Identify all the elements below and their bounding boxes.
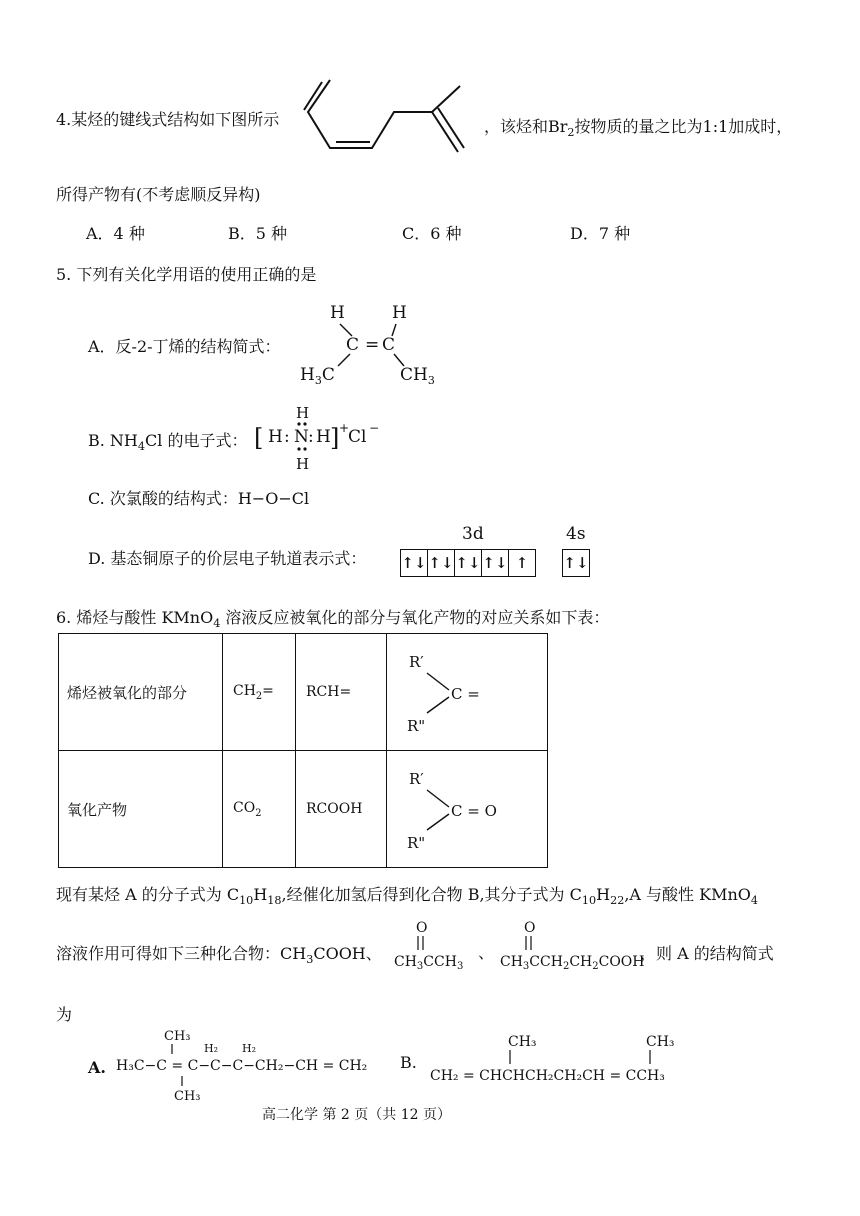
svg-text:H₂: H₂ [204, 1042, 219, 1055]
svg-text:CH₃: CH₃ [174, 1089, 201, 1104]
q5-option-a-structure [290, 300, 450, 384]
q5-option-c: C. 次氯酸的结构式：H−O−Cl [88, 489, 310, 508]
svg-text:C: C [382, 335, 396, 355]
orbital-box: ↑↓ [482, 550, 509, 576]
row1-rch: RCH= [296, 634, 387, 751]
q5-orbital-4s [562, 549, 590, 577]
svg-text:H₃C−C = C−C−C−CH₂−CH = CH₂: H₃C−C = C−C−C−CH₂−CH = CH₂ [116, 1058, 368, 1074]
row2-label: 氧化产物 [59, 751, 223, 868]
svg-text:CH3: $CH_3$ [400, 365, 435, 384]
page-footer: 高二化学 第 2 页（共 12 页） [262, 1107, 451, 1123]
svg-text::: : [308, 427, 314, 447]
svg-text:CH3CCH3: $CH_3CCH_3$ [394, 954, 464, 972]
svg-text:H: H [316, 427, 331, 447]
q5-option-b-label: B. $NH_4Cl$ 的电子式： [88, 431, 248, 454]
svg-text:−: − [369, 421, 380, 435]
q5-label-3d: 3d [462, 524, 484, 544]
svg-text:H₂: H₂ [242, 1042, 257, 1055]
svg-text:C = O: C = O [451, 802, 497, 820]
table-row [59, 751, 548, 868]
q6-paragraph-2b: ，则 A 的结构简式 [640, 944, 774, 963]
table-row [59, 634, 548, 751]
svg-text:H: H [392, 303, 407, 323]
svg-text:、: 、 [478, 943, 495, 962]
svg-text::: : [284, 427, 290, 447]
q4-line2: 所得产物有(不考虑顺反异构) [56, 185, 261, 204]
orbital-box: ↑↓ [455, 550, 482, 576]
svg-text:R": R" [407, 717, 426, 735]
q4-skeletal-structure [300, 72, 480, 168]
q4-option-a: A．4 种 [86, 224, 145, 243]
svg-text:+: + [339, 421, 350, 435]
svg-text:C =: C = [451, 685, 480, 703]
svg-text:O: O [416, 920, 428, 936]
row1-ch2: $CH_2=$ [223, 634, 296, 751]
row1-branched [387, 634, 548, 751]
svg-text:CH3CCH2CH2COOH: $CH_3CCH_2CH_2COOH$ [500, 954, 645, 972]
svg-text:H3C: $H_3C$ [300, 365, 335, 384]
q4-stem-after: ，该烃和$Br_2$按物质的量之比为1:1加成时， [484, 117, 793, 140]
q4-option-d: D．7 种 [570, 224, 631, 243]
svg-text:CH₃: CH₃ [646, 1034, 675, 1050]
row2-ketone [387, 751, 548, 868]
q4-stem-before: 4.某烃的键线式结构如下图所示 [56, 110, 280, 129]
q4-option-c: C．6 种 [402, 224, 462, 243]
q6-option-a-structure [112, 1024, 392, 1104]
svg-text:CH₃: CH₃ [508, 1034, 537, 1050]
q6-option-a-label: A. [88, 1058, 106, 1077]
q5-option-b-electron-formula [250, 398, 390, 476]
q6-option-b-label: B. [400, 1053, 417, 1072]
orbital-box: ↑↓ [428, 550, 455, 576]
svg-text:H: H [296, 455, 310, 473]
svg-text:CH₂ = CHCHCH₂CH₂CH = CCH₃: CH₂ = CHCHCH₂CH₂CH = CCH₃ [430, 1068, 665, 1084]
svg-text:Cl: Cl [348, 427, 367, 447]
svg-text:H: H [268, 427, 283, 447]
svg-text:N: N [294, 427, 309, 447]
q5-stem: 5. 下列有关化学用语的使用正确的是 [56, 265, 317, 284]
svg-text:H: H [296, 404, 310, 422]
svg-text:]: ] [330, 424, 340, 452]
svg-text:H: H [330, 303, 345, 323]
q4-option-b: B．5 种 [228, 224, 288, 243]
q6-option-b-structure [428, 1024, 708, 1096]
q5-option-a-label: A．反-2-丁烯的结构简式： [88, 337, 281, 356]
svg-text:O: O [524, 920, 536, 936]
q6-stem: 6. 烯烃与酸性 KMnO$_4$ 溶液反应被氧化的部分与氧化产物的对应关系如下表： [56, 608, 610, 631]
q6-paragraph-3: 为 [56, 1005, 73, 1024]
q5-label-4s: 4s [566, 524, 586, 544]
svg-text:R": R" [407, 834, 426, 852]
q5-option-d-label: D. 基态铜原子的价层电子轨道表示式： [88, 549, 367, 568]
q6-paragraph-2a: 溶液作用可得如下三种化合物：$CH_3COOH$、 [56, 944, 382, 967]
q6-products-formulas [388, 918, 668, 974]
svg-text:[: [ [254, 424, 264, 452]
orbital-box: ↑↓ [401, 550, 428, 576]
orbital-box: ↑ [515, 554, 529, 572]
svg-text:R′: R′ [409, 770, 424, 788]
row1-label: 烯烃被氧化的部分 [59, 634, 223, 751]
svg-text:=: = [365, 335, 380, 355]
svg-text:C: C [346, 335, 360, 355]
q5-orbital-3d [400, 549, 536, 577]
svg-text:CH₃: CH₃ [164, 1029, 191, 1044]
svg-text:R′: R′ [409, 653, 424, 671]
row2-rcooh: RCOOH [296, 751, 387, 868]
row2-co2: $CO_2$ [223, 751, 296, 868]
orbital-box: ↑↓ [563, 554, 589, 572]
q6-oxidation-table [58, 633, 548, 868]
q6-paragraph-1: 现有某烃 A 的分子式为 $C_{10}H_{18}$,经催化加氢后得到化合物 B,其分子式为 $C_{10}H_{22},A$ 与酸性 KMnO$_4$ [56, 885, 759, 908]
